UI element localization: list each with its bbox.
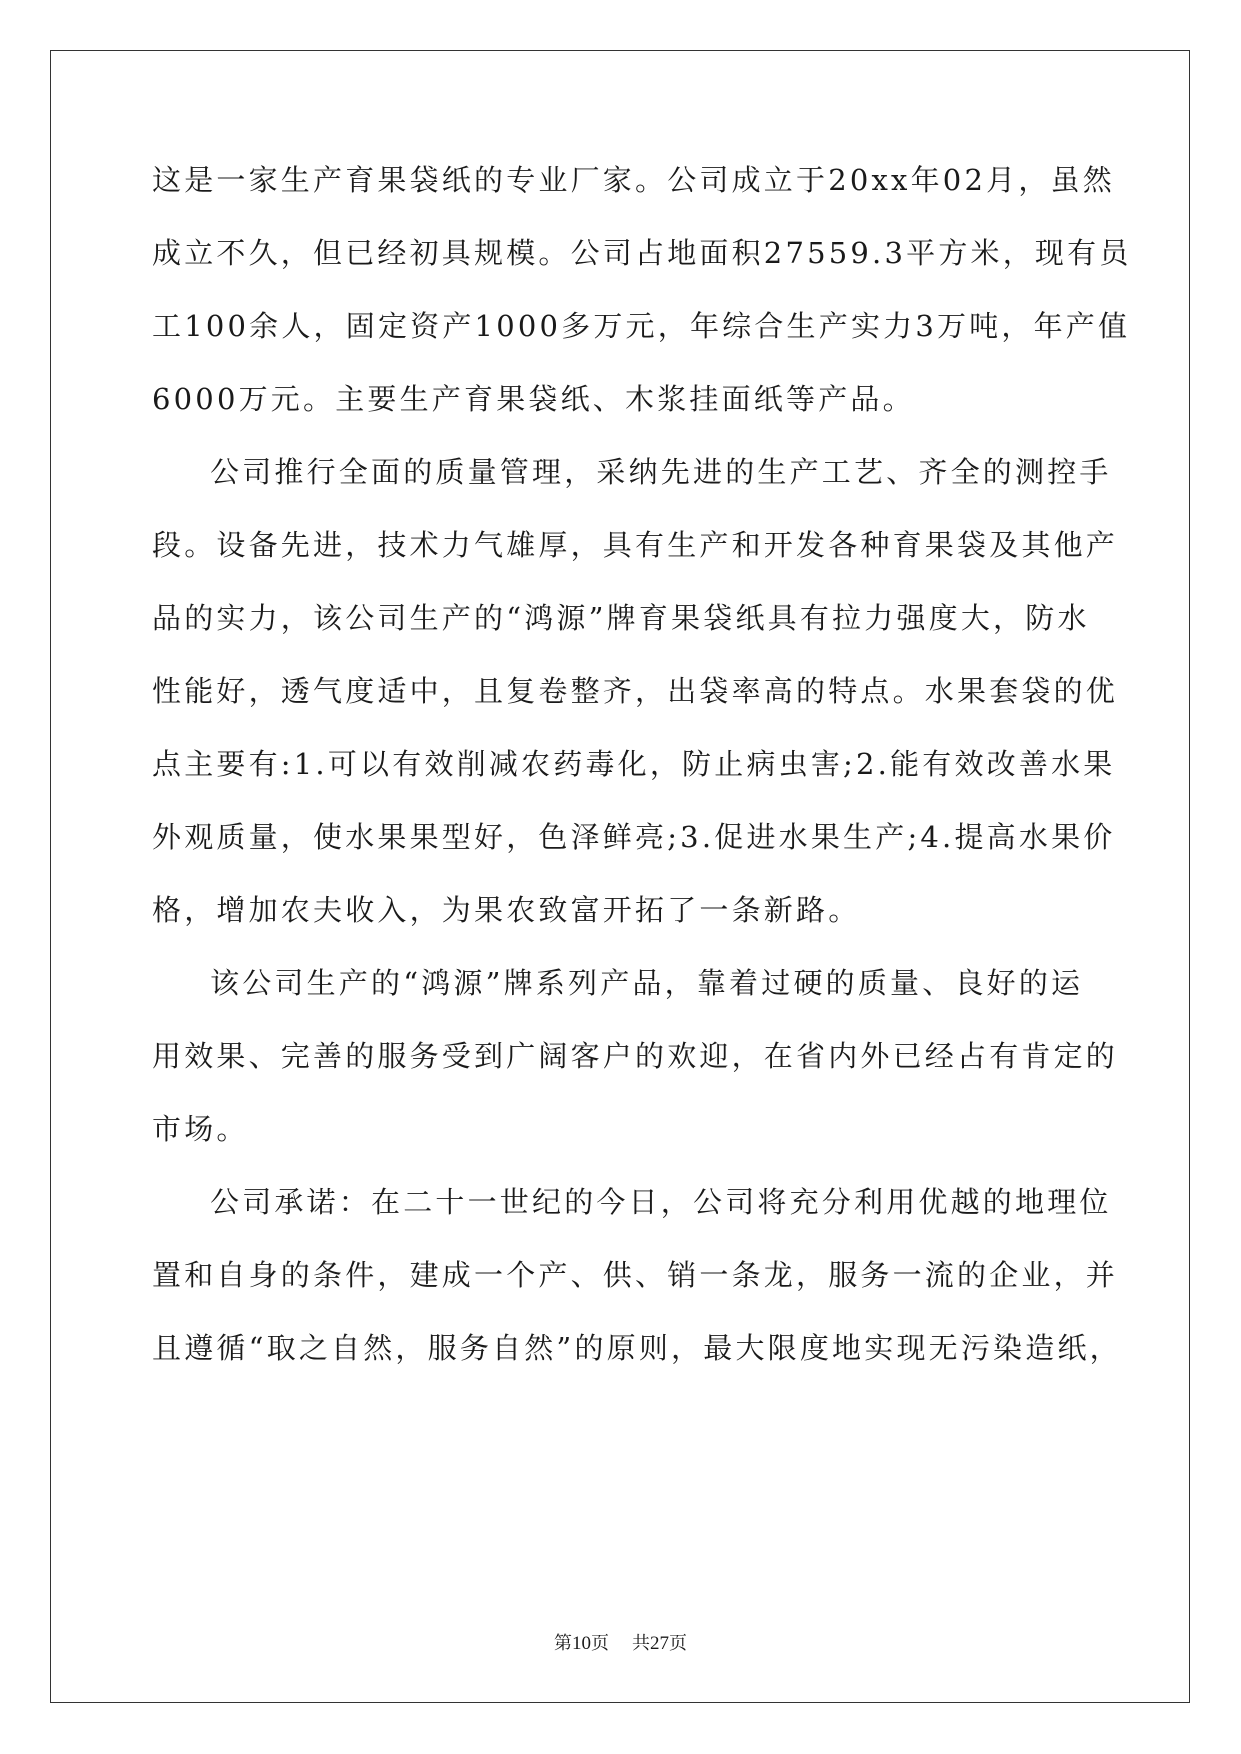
paragraph-3-line-1: 该公司生产的“鸿源”牌系列产品，靠着过硬的质量、良好的运 bbox=[210, 966, 1084, 1000]
total-pages: 27 bbox=[649, 1633, 669, 1654]
paragraph-3-line-2: 用效果、完善的服务受到广阔客户的欢迎，在省内外已经占有肯定的 bbox=[152, 1039, 1119, 1073]
paragraph-2-line-1: 公司推行全面的质量管理，采纳先进的生产工艺、齐全的测控手 bbox=[210, 455, 1112, 489]
paragraph-1-line-4: 6000万元。主要生产育果袋纸、木浆挂面纸等产品。 bbox=[152, 382, 915, 416]
paragraph-1-line-3: 工100余人，固定资产1000多万元，年综合生产实力3万吨，年产值 bbox=[152, 309, 1131, 343]
paragraph-1-line-1: 这是一家生产育果袋纸的专业厂家。公司成立于20xx年02月，虽然 bbox=[152, 163, 1115, 197]
page-label-prefix: 第 bbox=[554, 1633, 573, 1654]
paragraph-2-line-4: 性能好，透气度适中，且复卷整齐，出袋率高的特点。水果套袋的优 bbox=[152, 674, 1119, 708]
paragraph-2-line-5: 点主要有:1.可以有效削减农药毒化，防止病虫害;2.能有效改善水果 bbox=[152, 747, 1116, 781]
total-label-prefix: 共 bbox=[631, 1633, 650, 1654]
paragraph-4-line-3: 且遵循“取之自然，服务自然”的原则，最大限度地实现无污染造纸， bbox=[152, 1331, 1122, 1365]
paragraph-3-line-3: 市场。 bbox=[152, 1112, 249, 1146]
paragraph-2-line-6: 外观质量，使水果果型好，色泽鲜亮;3.促进水果生产;4.提高水果价 bbox=[152, 820, 1116, 854]
page-label-suffix: 页 bbox=[591, 1633, 610, 1654]
paragraph-4-line-2: 置和自身的条件，建成一个产、供、销一条龙，服务一流的企业，并 bbox=[152, 1258, 1119, 1292]
paragraph-2-line-7: 格，增加农夫收入，为果农致富开拓了一条新路。 bbox=[152, 893, 861, 927]
page-border bbox=[50, 50, 1190, 1703]
page-number: 10 bbox=[572, 1633, 592, 1654]
paragraph-2-line-2: 段。设备先进，技术力气雄厚，具有生产和开发各种育果袋及其他产 bbox=[152, 528, 1119, 562]
paragraph-4-line-1: 公司承诺：在二十一世纪的今日，公司将充分利用优越的地理位 bbox=[210, 1185, 1112, 1219]
paragraph-1-line-2: 成立不久，但已经初具规模。公司占地面积27559.3平方米，现有员 bbox=[152, 236, 1132, 270]
page-footer bbox=[0, 1632, 1241, 1656]
paragraph-2-line-3: 品的实力，该公司生产的“鸿源”牌育果袋纸具有拉力强度大，防水 bbox=[152, 601, 1090, 635]
total-label-suffix: 页 bbox=[668, 1633, 687, 1654]
